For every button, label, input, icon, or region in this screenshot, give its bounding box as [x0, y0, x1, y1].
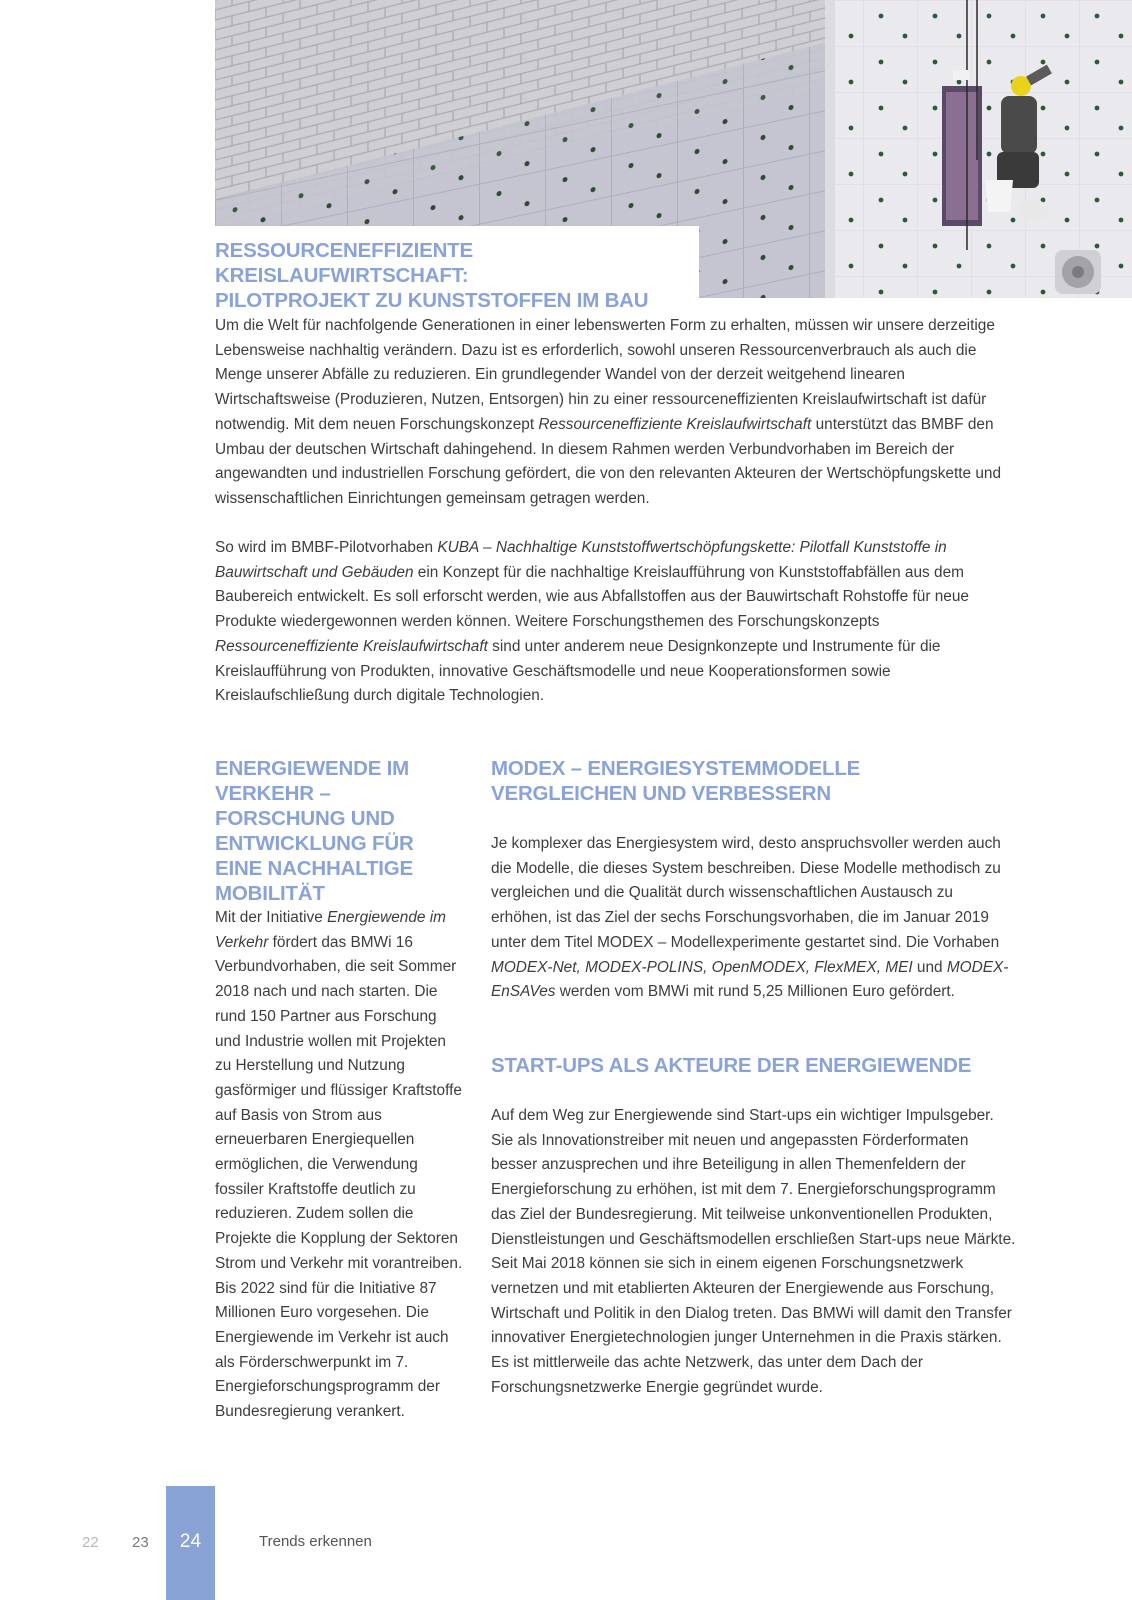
main-article-title	[215, 238, 695, 313]
modex-text-c: werden vom BMWi mit rund 5,25 Millionen Euro gefördert.	[555, 983, 955, 1001]
p2-text-b: ein Konzept für die nachhaltige Kreislaufführung von Kunststoffabfällen aus dem Baubereich entwickelt. Es soll erforscht werden, wie aus Abfallstoffen aus der Bauwirtschaft Rohstoffe für neue Produkte wiedergewonnen werden können. Weitere Forschungsthemen des Forschungskonzepts	[215, 563, 969, 631]
main-article-paragraph-1	[215, 314, 1015, 512]
modex-text-a: Je komplexer das Energiesystem wird, desto anspruchsvoller werden auch die Modelle, die dieses System beschreiben. Diese Modelle methodisch zu vergleichen und die Qualität durch wissenschaftlichen Austausch zu erhöhen, ist das Ziel der sechs Forschungsvorhaben, die im Januar 2019 unter dem Titel MODEX – Modellexperimente gestartet sind. Die Vorhaben	[491, 835, 1001, 951]
p2-italic-1: KUBA – Nachhaltige Kunststoffwertschöpfungskette: Pilotfall Kunststoffe in Bauwirtschaft und Gebäuden	[215, 539, 947, 581]
p1-text-b: unterstützt das BMBF den Umbau der deutschen Wirtschaft dahingehend. In diesem Rahmen werden Verbundvorhaben im Bereich der angewandten und industriellen Forschung gefördert, die von den relevanten Akteuren der Wertschöpfungskette und wissenschaftlichen Einrichtungen gemeinsam getragen werden.	[215, 415, 1002, 507]
section-label: Trends erkennen	[259, 1533, 372, 1550]
p1-italic: Ressourceneffiziente Kreislaufwirtschaft	[538, 415, 812, 433]
modex-italic-2: MODEX-EnSAVes	[491, 958, 1009, 1001]
startups-article-title: START-UPS ALS AKTEURE DER ENERGIEWENDE	[491, 1054, 972, 1077]
verkehr-italic: Energiewende im Verkehr	[215, 909, 446, 951]
modex-text-b: und	[912, 958, 947, 976]
startups-article-text: Auf dem Weg zur Energiewende sind Start-ups ein wichtiger Impulsgeber. Sie als Innovationstreiber mit neuen und angepassten Förderformaten besser anzusprechen und ihre Beteiligung in allen Themenfeldern der Energieforschung zu erhöhen, ist mit dem 7. Energieforschungsprogramm das Ziel der Bundesregierung. Mit teilweise unkonventionellen Produkten, Dienstleistungen und Geschäftsmodellen erschließen Start-ups neue Märkte. Seit Mai 2018 können sie sich in einem eigenen Forschungsnetzwerk vernetzen und mit etablierten Akteuren der Energiewende aus Forschung, Wirtschaft und Politik in den Dialog treten. Das BMWi will damit den Transfer innovativer Energietechnologien junger Unternehmen in die Praxis stärken. Es ist mittlerweile das achte Netzwerk, das unter dem Dach der Forschungsnetzwerke Energie gegründet wurde.	[491, 1107, 1016, 1396]
verkehr-article-text	[215, 906, 465, 1425]
verkehr-article-title: ENERGIEWENDE IM VERKEHR – FORSCHUNG UND ENTWICKLUNG FÜR EINE NACHHALTIGE MOBILITÄT	[215, 757, 414, 905]
modex-italic-1: MODEX-Net, MODEX-POLINS, OpenMODEX, FlexMEX, MEI	[491, 958, 913, 976]
modex-article-title: MODEX – ENERGIESYSTEMMODELLE VERGLEICHEN UND VERBESSERN	[491, 757, 861, 805]
p1-text-a: Um die Welt für nachfolgende Generationen in einer lebenswerten Form zu erhalten, müssen wir unsere derzeitige Lebensweise nachhaltig verändern. Dazu ist es erforderlich, sowohl unseren Ressourcenverbrauch als auch die Menge unserer Abfälle zu reduzieren. Ein grundlegender Wandel von der derzeit weitgehend linearen Wirtschaftsweise (Produzieren, Nutzen, Entsorgen) hin zu einer ressourceneffizienten Kreislaufwirtschaft ist dafür notwendig. Mit dem neuen Forschungskonzept	[215, 317, 995, 433]
page-number-22[interactable]: 22	[82, 1534, 99, 1551]
page-number-23[interactable]: 23	[132, 1534, 149, 1551]
verkehr-text-a: Mit der Initiative	[215, 909, 328, 926]
main-title-line2: PILOTPROJEKT ZU KUNSTSTOFFEN IM BAU	[215, 289, 649, 312]
p2-italic-2: Ressourceneffiziente Kreislaufwirtschaft	[215, 637, 488, 655]
p2-text-a: So wird im BMBF-Pilotvorhaben	[215, 539, 438, 556]
main-title-line1: RESSOURCENEFFIZIENTE KREISLAUFWIRTSCHAFT:	[215, 239, 473, 287]
p2-text-c: sind unter anderem neue Designkonzepte und Instrumente für die Kreislaufführung von Produkten, innovative Geschäftsmodelle und neue Kooperationsformen sowie Kreislaufschließung durch digitale Technologien.	[215, 637, 941, 705]
page-number-current: 24	[179, 1531, 202, 1552]
main-article-paragraph-2	[215, 536, 1015, 709]
verkehr-text-b: fördert das BMWi 16 Verbundvorhaben, die seit Sommer 2018 nach und nach starten. Die rund 150 Partner aus Forschung und Industrie wollen mit Projekten zu Herstellung und Nutzung gasförmiger und flüssiger Kraftstoffe auf Basis von Strom aus erneuerbaren Energiequellen ermöglichen, die Verwendung fossiler Kraftstoffe deutlich zu reduzieren. Zudem sollen die Projekte die Kopplung der Sektoren Strom und Verkehr mit vorantreiben. Bis 2022 sind für die Initiative 87 Millionen Euro vorgesehen. Die Energiewende im Verkehr ist auch als Förderschwerpunkt im 7. Energieforschungsprogramm der Bundesregierung verankert.	[215, 933, 463, 1421]
modex-article-text	[491, 832, 1016, 1005]
